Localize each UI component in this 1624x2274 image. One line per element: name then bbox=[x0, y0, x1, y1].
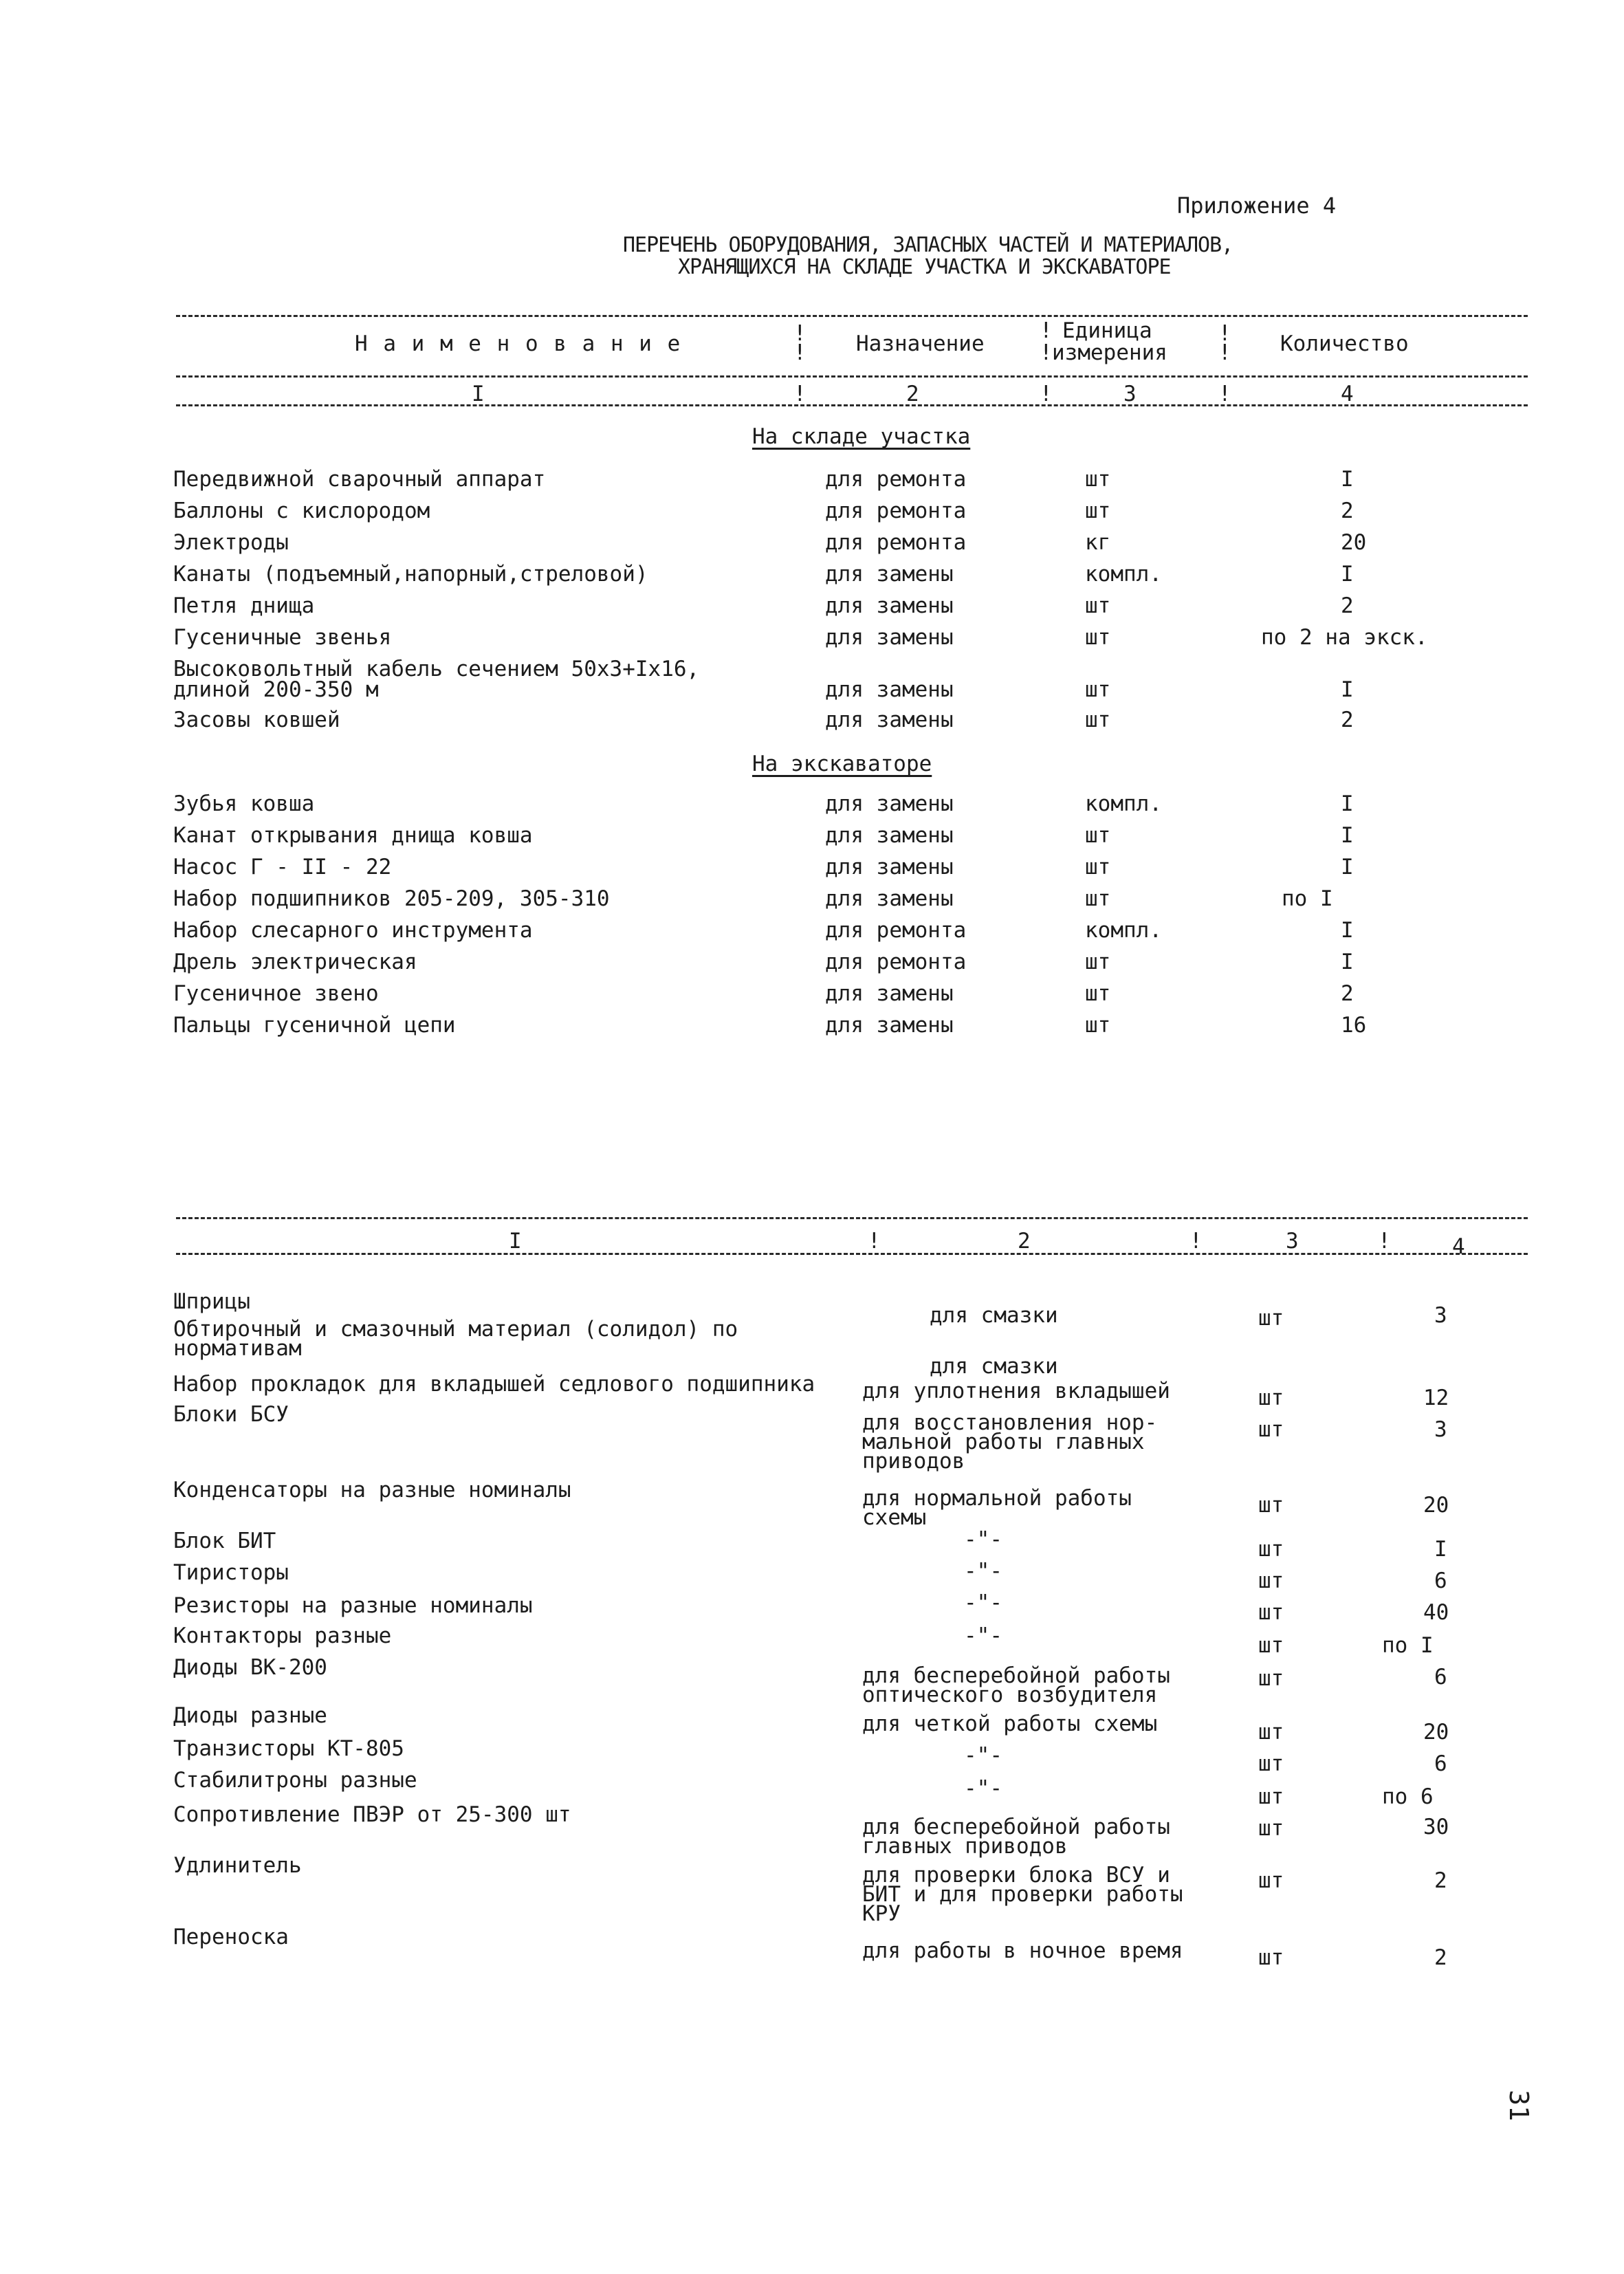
row-qty: 20 bbox=[1423, 1493, 1449, 1518]
row-qty: 20 bbox=[1423, 1720, 1449, 1745]
appendix-label: Приложение 4 bbox=[1177, 193, 1337, 219]
row-qty: I bbox=[1341, 562, 1354, 587]
row-purpose: для замены bbox=[825, 981, 954, 1006]
row-purpose: для замены bbox=[825, 593, 954, 618]
row-qty: 2 bbox=[1341, 981, 1354, 1006]
row-qty: 2 bbox=[1341, 593, 1354, 618]
row-name-cont: длиной 200-350 м bbox=[173, 677, 379, 702]
row-purpose: -"- bbox=[964, 1559, 1002, 1584]
row-purpose: для четкой работы схемы bbox=[862, 1712, 1158, 1736]
row-unit: шт bbox=[1258, 1537, 1284, 1562]
row-unit: шт bbox=[1085, 677, 1111, 702]
row-qty: 3 bbox=[1434, 1303, 1447, 1328]
rule-top bbox=[176, 315, 1528, 317]
row-purpose: для замены bbox=[825, 625, 954, 650]
row-unit: шт bbox=[1085, 499, 1111, 523]
row-name: Гусеничное звено bbox=[173, 981, 379, 1006]
header-sep: ! bbox=[1218, 340, 1231, 365]
row-unit: шт bbox=[1258, 1306, 1284, 1331]
row-purpose: для проверки блока ВСУ и bbox=[862, 1863, 1170, 1888]
col-number-3: 3 bbox=[1286, 1229, 1299, 1254]
row-name: Пальцы гусеничной цепи bbox=[173, 1013, 456, 1038]
col-number-2: 2 bbox=[1018, 1229, 1031, 1254]
row-name: Засовы ковшей bbox=[173, 708, 340, 732]
row-name: Высоковольтный кабель сечением 50х3+Iх16, bbox=[173, 657, 700, 681]
row-purpose: -"- bbox=[964, 1623, 1002, 1648]
header-sep: ! bbox=[1218, 382, 1231, 406]
row-unit: шт bbox=[1085, 1013, 1111, 1038]
row-name: Тиристоры bbox=[173, 1560, 289, 1585]
row-qty: I bbox=[1341, 855, 1354, 879]
row-purpose: для замены bbox=[825, 562, 954, 587]
row-purpose-cont: приводов bbox=[862, 1449, 965, 1474]
row-unit: шт bbox=[1085, 886, 1111, 911]
row-qty: 3 bbox=[1434, 1417, 1447, 1442]
header-sep: ! bbox=[1040, 382, 1053, 406]
row-unit: компл. bbox=[1085, 918, 1162, 943]
row-unit: шт bbox=[1258, 1720, 1284, 1745]
row-name: Шприцы bbox=[173, 1289, 250, 1314]
row-name: Резисторы на разные номиналы bbox=[173, 1593, 533, 1618]
row-qty: 6 bbox=[1434, 1751, 1447, 1776]
row-qty: 6 bbox=[1434, 1568, 1447, 1593]
row-unit: компл. bbox=[1085, 791, 1162, 816]
header-qty: Количество bbox=[1280, 331, 1409, 356]
row-unit: шт bbox=[1258, 1600, 1284, 1625]
header-unit-line2: измерения bbox=[1052, 340, 1167, 365]
header-sep: ! bbox=[1040, 318, 1053, 343]
row-purpose: для замены bbox=[825, 823, 954, 848]
row-qty: 2 bbox=[1434, 1945, 1447, 1970]
row-qty: 6 bbox=[1434, 1665, 1447, 1690]
row-purpose: для смазки bbox=[930, 1303, 1058, 1328]
row-qty: I bbox=[1341, 823, 1354, 848]
row-qty: по I bbox=[1282, 886, 1333, 911]
page-number: 31 bbox=[1503, 2090, 1534, 2121]
row-unit: шт bbox=[1085, 467, 1111, 492]
row-name: Сопротивление ПВЭР от 25-300 шт bbox=[173, 1802, 571, 1827]
row-purpose: для ремонта bbox=[825, 499, 967, 523]
row-unit: шт bbox=[1085, 855, 1111, 879]
header-unit-line1: Единица bbox=[1062, 318, 1152, 343]
row-qty: I bbox=[1341, 791, 1354, 816]
row-purpose: для замены bbox=[825, 1013, 954, 1038]
row-name: Блоки БСУ bbox=[173, 1402, 289, 1427]
row-unit: шт bbox=[1258, 1568, 1284, 1593]
row-name: Зубья ковша bbox=[173, 791, 315, 816]
row-purpose: для ремонта bbox=[825, 467, 967, 492]
row-purpose-cont: мальной работы главных bbox=[862, 1430, 1145, 1454]
row-purpose: для уплотнения вкладышей bbox=[862, 1379, 1170, 1403]
row-qty: по 2 на экск. bbox=[1261, 625, 1428, 650]
row-name: Петля днища bbox=[173, 593, 315, 618]
row-qty: 2 bbox=[1341, 708, 1354, 732]
row-name: Удлинитель bbox=[173, 1853, 302, 1878]
section-title-warehouse: На складе участка bbox=[752, 424, 971, 449]
row-purpose: для замены bbox=[825, 677, 954, 702]
header-sep: ! bbox=[1189, 1229, 1203, 1254]
row-name: Набор слесарного инструмента bbox=[173, 918, 533, 943]
row-name: Баллоны с кислородом bbox=[173, 499, 430, 523]
row-name: Передвижной сварочный аппарат bbox=[173, 467, 546, 492]
row-unit: компл. bbox=[1085, 562, 1162, 587]
row-name: Стабилитроны разные bbox=[173, 1768, 417, 1793]
header-sep: ! bbox=[1218, 321, 1231, 346]
row-purpose: для ремонта bbox=[825, 950, 967, 974]
row-name: Канат открывания днища ковша bbox=[173, 823, 533, 848]
row-name: Транзисторы КТ-805 bbox=[173, 1736, 404, 1761]
row-qty: I bbox=[1341, 950, 1354, 974]
row-qty: по 6 bbox=[1382, 1784, 1434, 1809]
row-unit: шт bbox=[1258, 1417, 1284, 1442]
row-name: Насос Г - II - 22 bbox=[173, 855, 392, 879]
row-purpose: для ремонта bbox=[825, 918, 967, 943]
row-name: Набор прокладок для вкладышей седлового подшипника bbox=[173, 1372, 815, 1397]
row-qty: 16 bbox=[1341, 1013, 1367, 1038]
header-purpose: Назначение bbox=[856, 331, 985, 356]
row-name: Диоды ВК-200 bbox=[173, 1655, 327, 1680]
section-title-excavator: На экскаваторе bbox=[752, 752, 932, 776]
row-unit: шт bbox=[1258, 1751, 1284, 1776]
row-unit: шт bbox=[1258, 1633, 1284, 1658]
rule-table2-mid bbox=[176, 1253, 1528, 1255]
row-name: Дрель электрическая bbox=[173, 950, 417, 974]
row-unit: шт bbox=[1085, 981, 1111, 1006]
row-qty: 20 bbox=[1341, 530, 1367, 555]
header-sep: ! bbox=[1040, 340, 1053, 365]
row-unit: шт bbox=[1258, 1868, 1284, 1893]
row-name-cont: нормативам bbox=[173, 1336, 302, 1361]
title-line-1: ПЕРЕЧЕНЬ ОБОРУДОВАНИЯ, ЗАПАСНЫХ ЧАСТЕЙ И МАТЕРИАЛОВ, bbox=[623, 233, 1233, 257]
row-qty: по I bbox=[1382, 1633, 1434, 1658]
row-purpose-cont: БИТ и для проверки работы bbox=[862, 1882, 1183, 1907]
row-unit: шт bbox=[1085, 593, 1111, 618]
row-unit: шт bbox=[1258, 1945, 1284, 1970]
col-number-2: 2 bbox=[906, 382, 919, 406]
row-purpose: -"- bbox=[964, 1776, 1002, 1801]
row-name: Гусеничные звенья bbox=[173, 625, 392, 650]
row-qty: 40 bbox=[1423, 1600, 1449, 1625]
row-purpose: для замены bbox=[825, 886, 954, 911]
row-purpose: для замены bbox=[825, 708, 954, 732]
col-number-1: I bbox=[472, 382, 485, 406]
header-sep: ! bbox=[793, 321, 806, 346]
row-qty: 2 bbox=[1434, 1868, 1447, 1893]
row-purpose: -"- bbox=[964, 1527, 1002, 1552]
header-sep: ! bbox=[793, 340, 806, 365]
row-qty: 2 bbox=[1341, 499, 1354, 523]
row-name: Диоды разные bbox=[173, 1703, 327, 1728]
row-name: Канаты (подъемный,напорный,стреловой) bbox=[173, 562, 648, 587]
header-sep: ! bbox=[793, 382, 806, 406]
row-unit: шт bbox=[1085, 950, 1111, 974]
row-purpose: для смазки bbox=[930, 1354, 1058, 1379]
row-purpose: -"- bbox=[964, 1590, 1002, 1615]
row-name: Электроды bbox=[173, 530, 289, 555]
rule-mid bbox=[176, 375, 1528, 378]
row-qty: I bbox=[1341, 677, 1354, 702]
rule-table2-top bbox=[176, 1217, 1528, 1219]
row-unit: шт bbox=[1258, 1816, 1284, 1841]
row-qty: I bbox=[1341, 918, 1354, 943]
row-name: Обтирочный и смазочный материал (солидол) по bbox=[173, 1317, 738, 1342]
row-purpose-cont: схемы bbox=[862, 1505, 927, 1530]
row-unit: шт bbox=[1085, 708, 1111, 732]
row-purpose: для бесперебойной работы bbox=[862, 1815, 1170, 1839]
row-name: Конденсаторы на разные номиналы bbox=[173, 1478, 571, 1502]
row-unit: шт bbox=[1085, 823, 1111, 848]
row-unit: шт bbox=[1258, 1493, 1284, 1518]
row-purpose: для восстановления нор- bbox=[862, 1410, 1158, 1435]
rule-mid-2 bbox=[176, 404, 1528, 406]
row-purpose: для замены bbox=[825, 855, 954, 879]
row-purpose: для нормальной работы bbox=[862, 1486, 1132, 1511]
header-sep: ! bbox=[868, 1229, 881, 1254]
row-purpose: для работы в ночное время bbox=[862, 1938, 1183, 1963]
row-purpose-cont: КРУ bbox=[862, 1901, 901, 1926]
row-qty: I bbox=[1341, 467, 1354, 492]
header-sep: ! bbox=[1378, 1229, 1391, 1254]
row-qty: 30 bbox=[1423, 1815, 1449, 1839]
row-name: Переноска bbox=[173, 1925, 289, 1949]
col-number-1: I bbox=[509, 1229, 522, 1254]
row-unit: шт bbox=[1085, 625, 1111, 650]
row-unit: шт bbox=[1258, 1386, 1284, 1410]
row-purpose: -"- bbox=[964, 1743, 1002, 1768]
row-purpose-cont: главных приводов bbox=[862, 1834, 1068, 1859]
row-purpose: для ремонта bbox=[825, 530, 967, 555]
header-name: Н а и м е н о в а н и е bbox=[355, 331, 682, 356]
col-number-4: 4 bbox=[1341, 382, 1354, 406]
row-qty: 12 bbox=[1423, 1386, 1449, 1410]
row-unit: кг bbox=[1085, 530, 1111, 555]
title-line-2: ХРАНЯЩИХСЯ НА СКЛАДЕ УЧАСТКА И ЭКСКАВАТОРЕ bbox=[678, 255, 1171, 279]
col-number-3: 3 bbox=[1123, 382, 1137, 406]
col-number-4: 4 bbox=[1452, 1234, 1465, 1259]
row-name: Контакторы разные bbox=[173, 1623, 392, 1648]
row-unit: шт bbox=[1258, 1666, 1284, 1691]
row-unit: шт bbox=[1258, 1784, 1284, 1809]
row-name: Набор подшипников 205-209, 305-310 bbox=[173, 886, 610, 911]
row-purpose-cont: оптического возбудителя bbox=[862, 1683, 1158, 1707]
row-name: Блок БИТ bbox=[173, 1529, 276, 1553]
row-qty: I bbox=[1434, 1537, 1447, 1562]
row-purpose: для бесперебойной работы bbox=[862, 1663, 1170, 1688]
row-purpose: для замены bbox=[825, 791, 954, 816]
